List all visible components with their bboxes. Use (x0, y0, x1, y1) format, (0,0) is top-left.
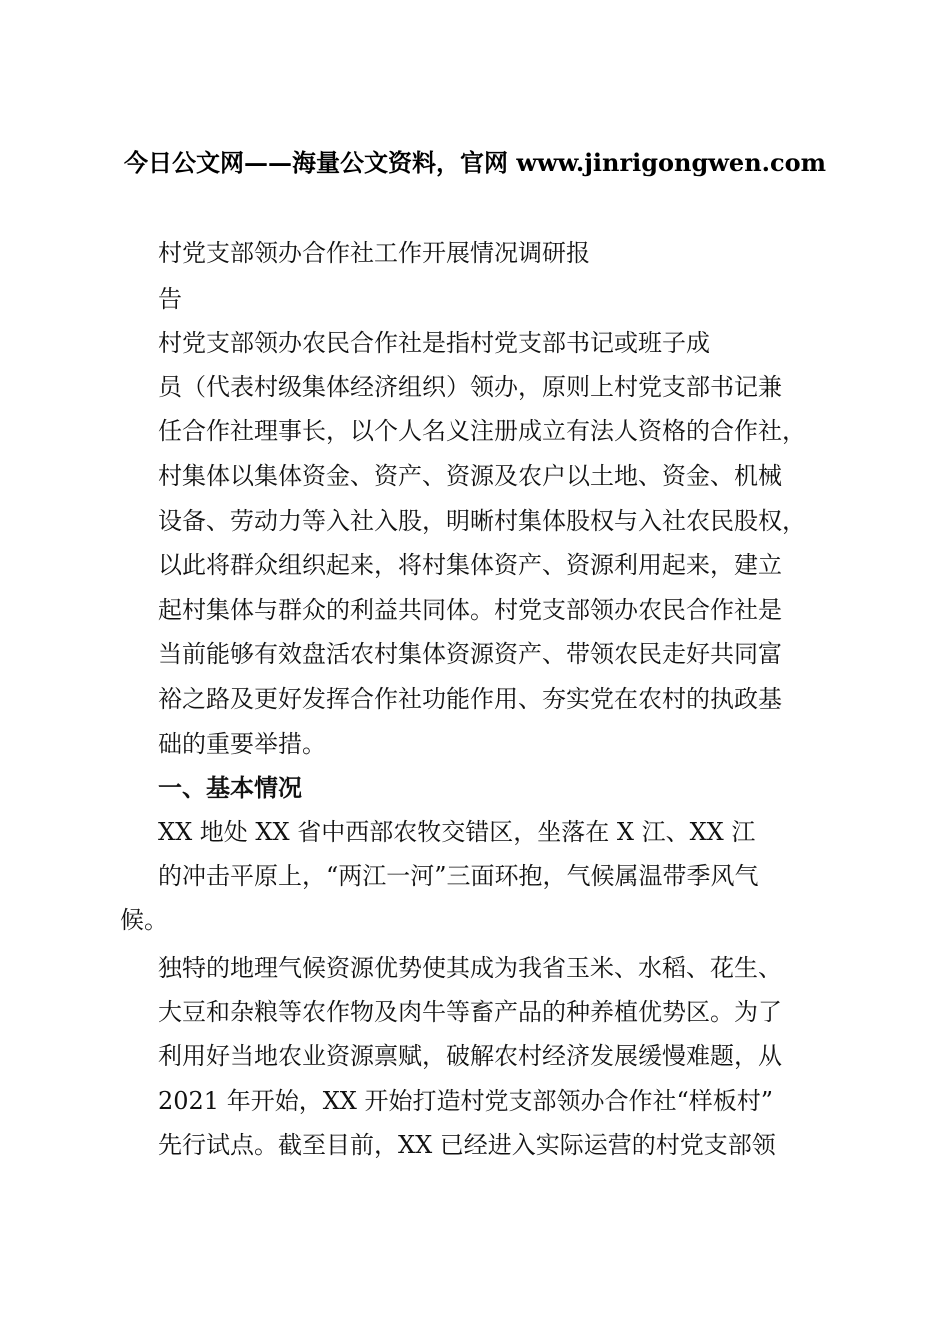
intro-line: 裕之路及更好发挥合作社功能作用、夯实党在农村的执政基 (158, 685, 782, 713)
intro-line: 村党支部领办农民合作社是指村党支部书记或班子成 (158, 329, 710, 357)
section-line: 利用好当地农业资源禀赋，破解农村经济发展缓慢难题，从 (158, 1042, 782, 1070)
site-header: 今日公文网——海量公文资料，官网 www.jinrigongwen.com (123, 148, 827, 177)
intro-line: 设备、劳动力等入社入股，明晰村集体股权与入社农民股权， (158, 507, 806, 535)
intro-line: 村集体以集体资金、资产、资源及农户以土地、资金、机械 (158, 462, 782, 490)
intro-line: 础的重要举措。 (158, 730, 326, 758)
section-heading: 一、基本情况 (158, 774, 302, 802)
document-title-line-1: 村党支部领办合作社工作开展情况调研报 (158, 239, 590, 267)
intro-line: 起村集体与群众的利益共同体。村党支部领办农民合作社是 (158, 596, 782, 624)
intro-line: 当前能够有效盘活农村集体资源资产、带领农民走好共同富 (158, 640, 782, 668)
intro-line: 任合作社理事长，以个人名义注册成立有法人资格的合作社， (158, 417, 806, 445)
section-line: 候。 (120, 906, 168, 934)
section-line: 独特的地理气候资源优势使其成为我省玉米、水稻、花生、 (158, 954, 782, 982)
section-line: 大豆和杂粮等农作物及肉牛等畜产品的种养植优势区。为了 (158, 998, 782, 1026)
intro-line: 以此将群众组织起来，将村集体资产、资源利用起来，建立 (158, 551, 782, 579)
intro-line: 员（代表村级集体经济组织）领办，原则上村党支部书记兼 (158, 373, 782, 401)
document-title-line-2: 告 (158, 285, 182, 313)
section-line: XX 地处 XX 省中西部农牧交错区，坐落在 X 江、XX 江 (158, 818, 756, 846)
section-line: 先行试点。截至目前，XX 已经进入实际运营的村党支部领 (158, 1131, 776, 1159)
section-line: 2021 年开始，XX 开始打造村党支部领办合作社“样板村” (158, 1087, 774, 1115)
section-line: 的冲击平原上，“两江一河”三面环抱，气候属温带季风气 (158, 862, 759, 890)
